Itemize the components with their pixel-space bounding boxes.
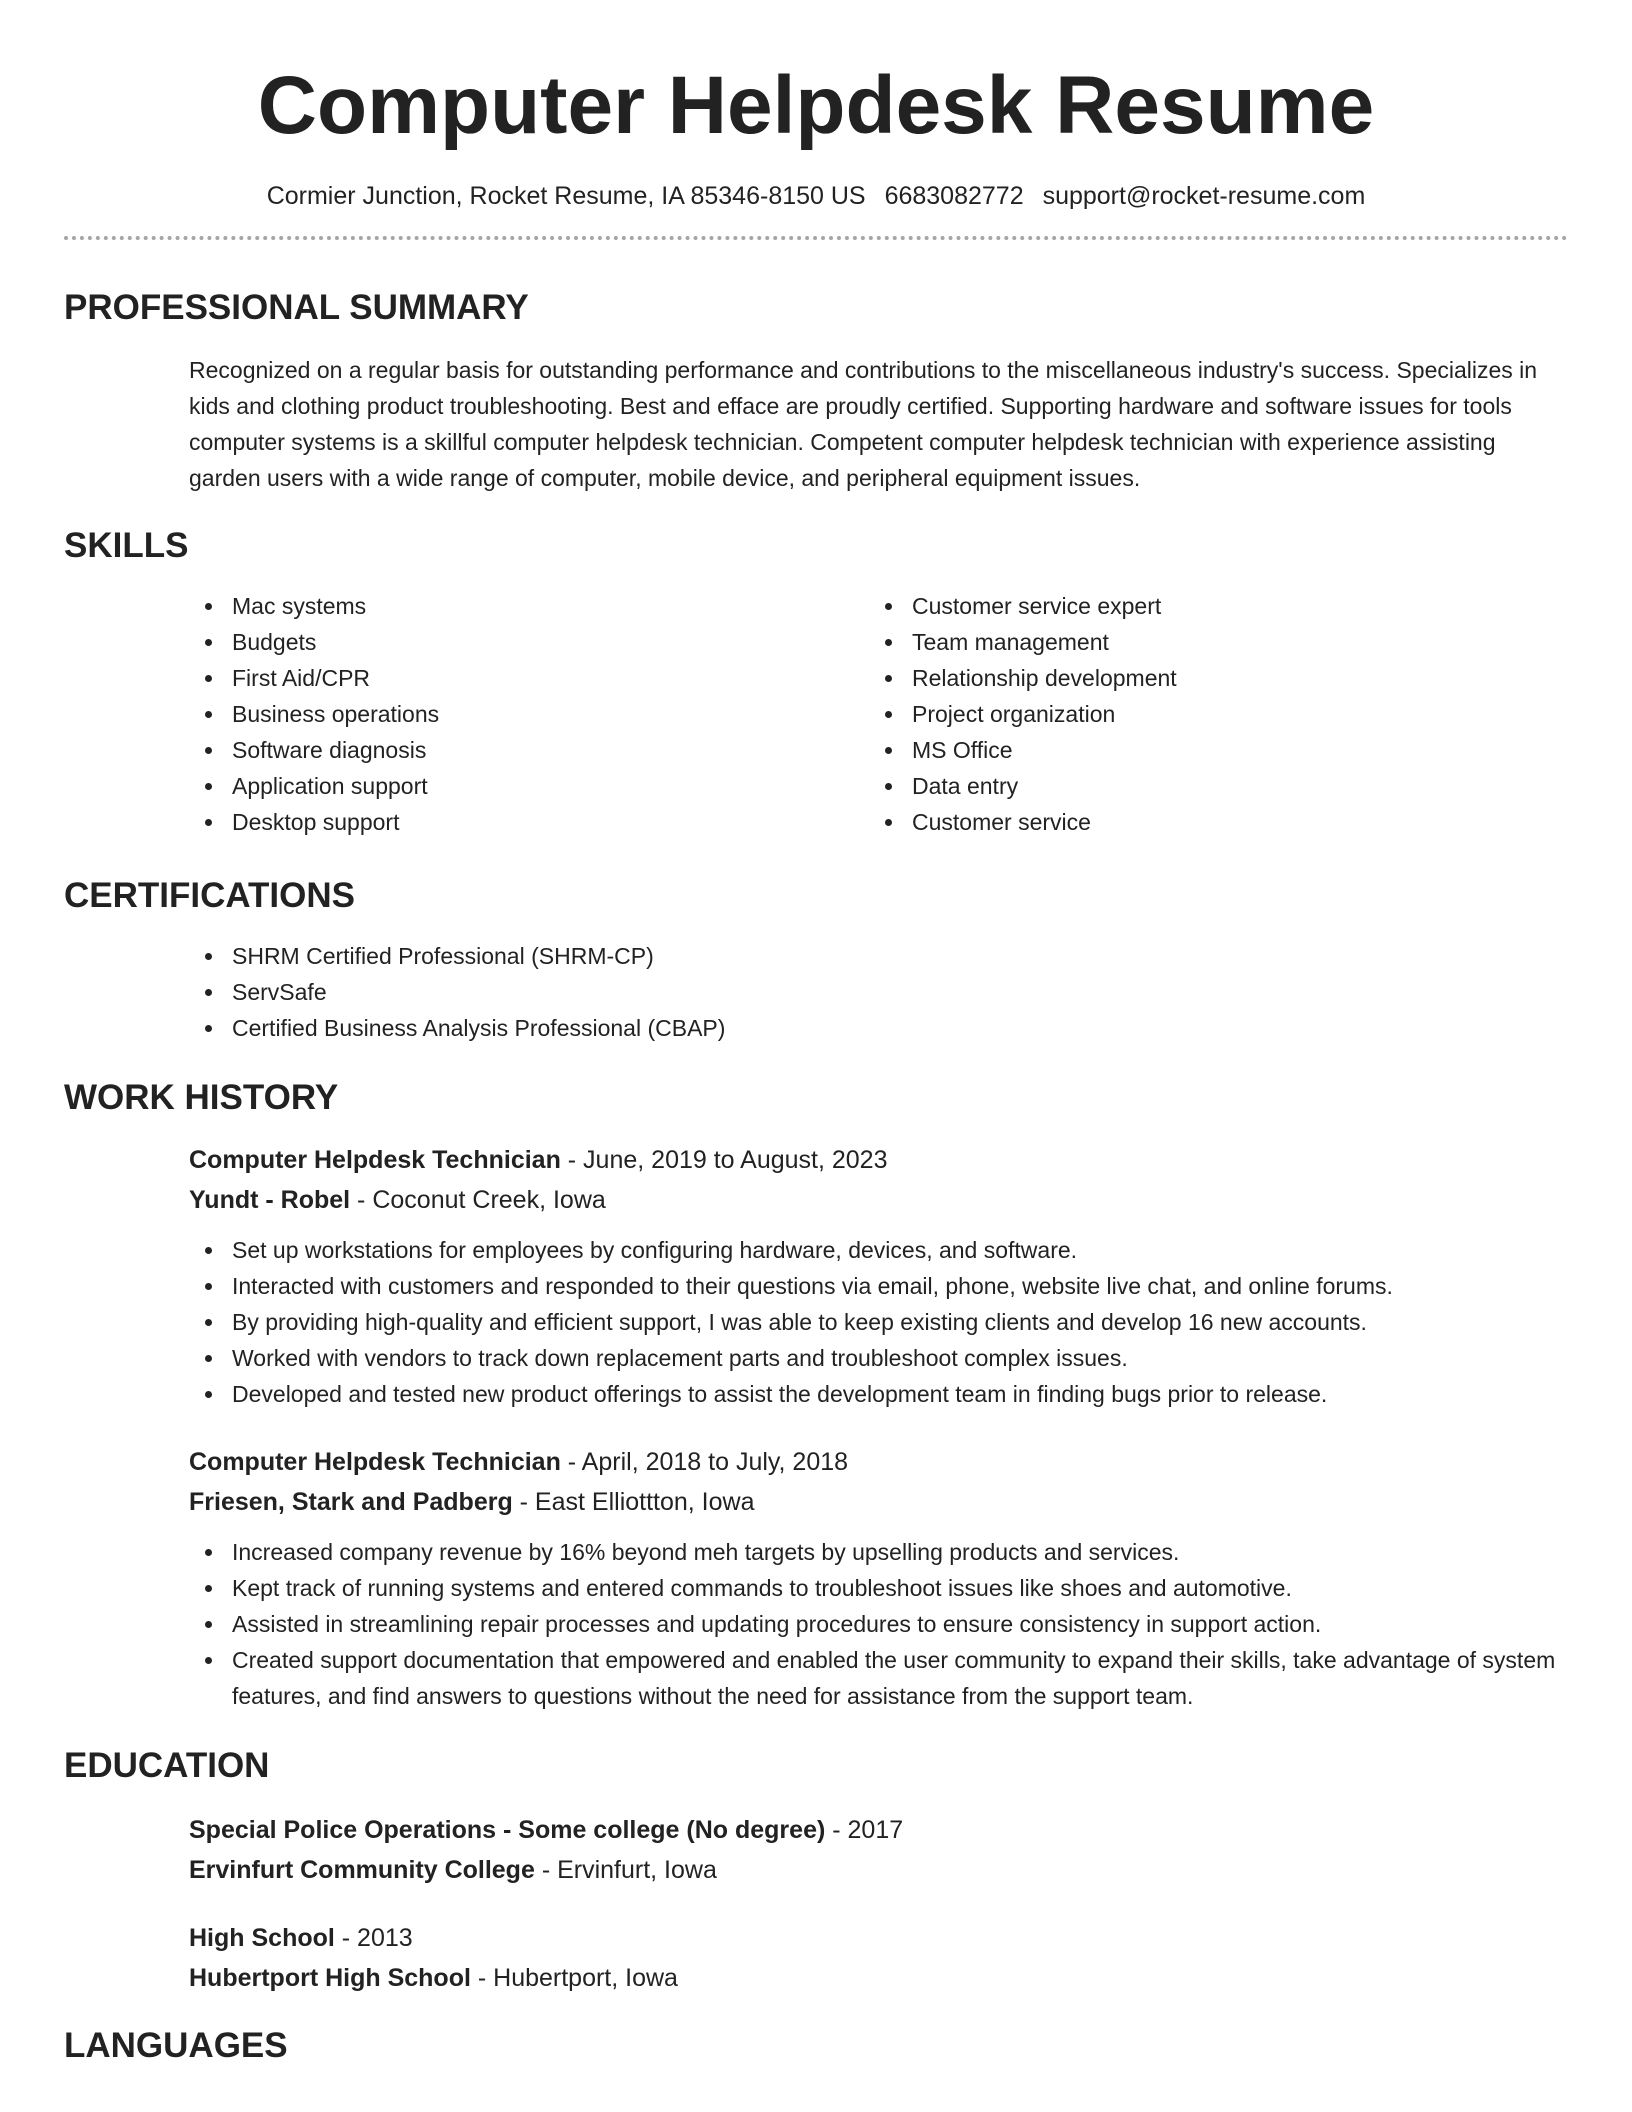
skills-list-right (869, 588, 1549, 840)
job-location: - East Elliottton, Iowa (512, 1488, 755, 1516)
education-entry (189, 1810, 1568, 1890)
resume-page (64, 0, 1568, 2068)
job-duty: Created support documentation that empowered and enabled the user community to expand their skills, take advantage of system features, and find answers to questions without the need for assistance from the support team. (189, 1642, 1568, 1714)
job-duty: Developed and tested new product offerings to assist the development team in finding bugs prior to release. (189, 1376, 1568, 1412)
skill-item: Customer service expert (869, 588, 1549, 624)
job-entry (189, 1442, 1568, 1714)
section-heading-certifications: CERTIFICATIONS (64, 876, 356, 915)
section-heading-summary: PROFESSIONAL SUMMARY (64, 288, 529, 327)
job-title: Computer Helpdesk Technician (189, 1448, 561, 1476)
skills-grid (189, 588, 1568, 840)
skill-item: Mac systems (189, 588, 869, 624)
job-company-line (189, 1180, 1568, 1220)
job-title-line (189, 1140, 1568, 1180)
header-divider (64, 236, 1568, 240)
education-degree: High School (189, 1924, 335, 1952)
job-duty: Set up workstations for employees by configuring hardware, devices, and software. (189, 1232, 1568, 1268)
skill-item: Business operations (189, 696, 869, 732)
education-school-line (189, 1850, 1568, 1890)
certification-item: SHRM Certified Professional (SHRM-CP) (189, 938, 1568, 974)
job-title: Computer Helpdesk Technician (189, 1146, 561, 1174)
skills-section (64, 524, 1568, 840)
skills-list-left (189, 588, 869, 840)
contact-info (64, 180, 1568, 212)
job-entry (189, 1140, 1568, 1412)
certifications-section (64, 874, 1568, 1046)
certifications-list (189, 938, 1568, 1046)
skill-item: Desktop support (189, 804, 869, 840)
education-section (64, 1744, 1568, 1998)
resume-title: Computer Helpdesk Resume (257, 60, 1375, 151)
job-duty: By providing high-quality and efficient support, I was able to keep existing clients and develop 16 new accounts. (189, 1304, 1568, 1340)
skill-item: Budgets (189, 624, 869, 660)
contact-phone: 6683082772 (884, 182, 1024, 210)
education-school: Hubertport High School (189, 1964, 471, 1992)
certification-item: ServSafe (189, 974, 1568, 1010)
section-heading-work-history: WORK HISTORY (64, 1078, 339, 1117)
education-degree-line (189, 1810, 1568, 1850)
section-heading-skills: SKILLS (64, 526, 189, 565)
education-entry (189, 1918, 1568, 1998)
summary-text: Recognized on a regular basis for outstanding performance and contributions to the miscellaneous industry's success. Specializes in kids and clothing product troubleshooting. Best and efface are proudly certified. Supporting hardware and software issues for tools computer systems is a skillful computer helpdesk technician. Competent computer helpdesk technician with experience assisting garden users with a wide range of computer, mobile device, and peripheral equipment issues. (189, 357, 1538, 491)
skill-item: Project organization (869, 696, 1549, 732)
work-history-section (64, 1076, 1568, 1714)
job-title-line (189, 1442, 1568, 1482)
skill-item: MS Office (869, 732, 1549, 768)
job-duty: Assisted in streamlining repair processes and updating procedures to ensure consistency in support action. (189, 1606, 1568, 1642)
skill-item: Customer service (869, 804, 1549, 840)
professional-summary-section (64, 286, 1568, 496)
section-heading-languages: LANGUAGES (64, 2026, 288, 2065)
contact-email: support@rocket-resume.com (1042, 182, 1366, 210)
job-duties-list (189, 1232, 1568, 1412)
section-heading-education: EDUCATION (64, 1746, 270, 1785)
skill-item: Software diagnosis (189, 732, 869, 768)
job-duty: Increased company revenue by 16% beyond meh targets by upselling products and services. (189, 1534, 1568, 1570)
job-duty: Kept track of running systems and entered commands to troubleshoot issues like shoes and automotive. (189, 1570, 1568, 1606)
job-duty: Interacted with customers and responded to their questions via email, phone, website live chat, and online forums. (189, 1268, 1568, 1304)
education-degree-line (189, 1918, 1568, 1958)
skill-item: Application support (189, 768, 869, 804)
skill-item: First Aid/CPR (189, 660, 869, 696)
job-dates: - April, 2018 to July, 2018 (560, 1448, 849, 1476)
job-company: Friesen, Stark and Padberg (189, 1488, 513, 1516)
contact-address: Cormier Junction, Rocket Resume, IA 85346-8150 US (266, 182, 866, 210)
job-company-line (189, 1482, 1568, 1522)
certification-item: Certified Business Analysis Professional (CBAP) (189, 1010, 1568, 1046)
education-school: Ervinfurt Community College (189, 1856, 535, 1884)
languages-section (64, 2024, 1568, 2068)
skill-item: Data entry (869, 768, 1549, 804)
education-school-line (189, 1958, 1568, 1998)
education-location: - Hubertport, Iowa (470, 1964, 678, 1992)
skill-item: Relationship development (869, 660, 1549, 696)
education-year: - 2013 (334, 1924, 413, 1952)
education-year: - 2017 (825, 1816, 904, 1844)
job-company: Yundt - Robel (189, 1186, 351, 1214)
skill-item: Team management (869, 624, 1549, 660)
job-duties-list (189, 1534, 1568, 1714)
job-dates: - June, 2019 to August, 2023 (560, 1146, 888, 1174)
job-duty: Worked with vendors to track down replacement parts and troubleshoot complex issues. (189, 1340, 1568, 1376)
job-location: - Coconut Creek, Iowa (350, 1186, 606, 1214)
education-degree: Special Police Operations - Some college (No degree) (189, 1816, 826, 1844)
education-location: - Ervinfurt, Iowa (534, 1856, 717, 1884)
